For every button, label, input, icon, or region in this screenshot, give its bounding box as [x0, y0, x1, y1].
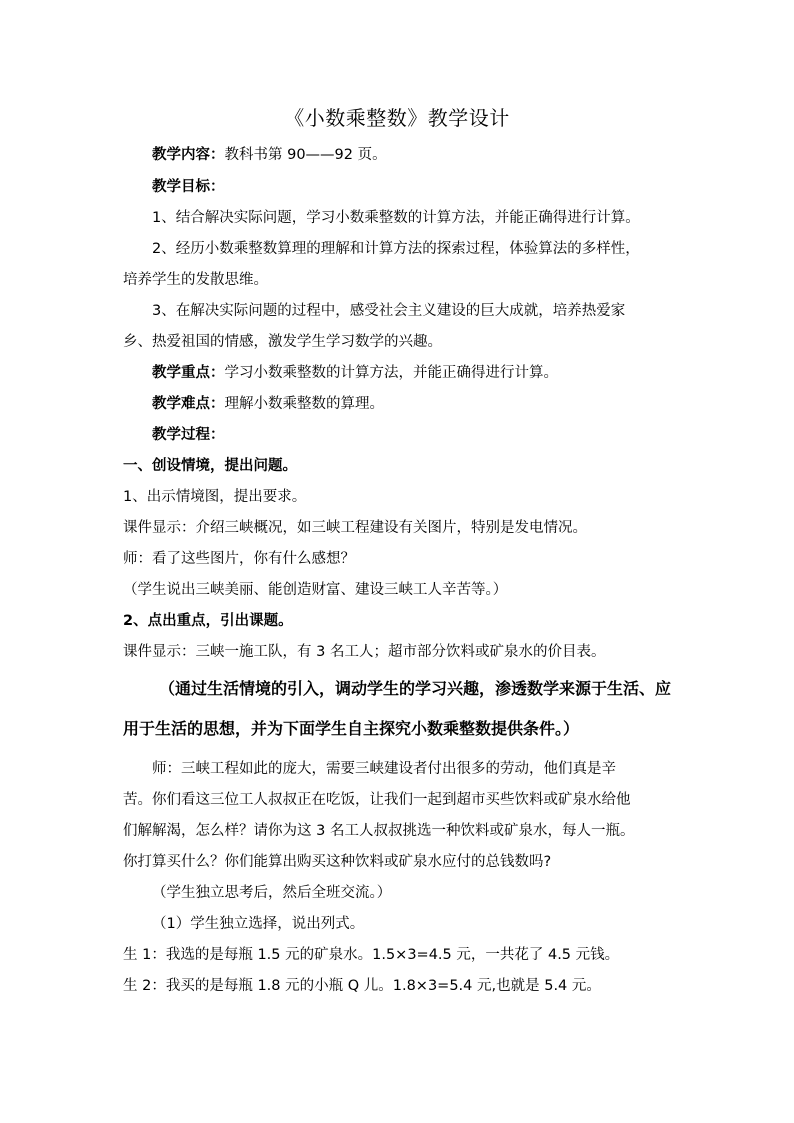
goal-3-line-2: 乡、热爱祖国的情感，激发学生学习数学的兴趣。	[123, 334, 442, 350]
teaching-content-value: 教科书第 90——92 页。	[224, 147, 387, 163]
design-note-line-1: （通过生活情境的引入，调动学生的学习兴趣，渗透数学来源于生活、应	[159, 681, 672, 698]
student-activity: （学生独立思考后，然后全班交流。）	[152, 885, 392, 901]
teaching-content	[152, 144, 387, 166]
sub-step-1: （1）学生独立选择，说出列式。	[152, 916, 365, 932]
teaching-difficulty	[152, 393, 384, 415]
student-response-1: 生 1：我选的是每瓶 1.5 元的矿泉水。1.5×3=4.5 元，一共花了 4.5 元钱。	[123, 947, 620, 963]
teacher-talk-line-1: 师：三峡工程如此的庞大，需要三峡建设者付出很多的劳动，他们真是辛	[152, 761, 616, 777]
courseware-1: 课件显示：介绍三峡概况，如三峡工程建设有关图片，特别是发电情况。	[123, 520, 587, 536]
teaching-goals-heading: 教学目标：	[152, 179, 225, 195]
teaching-process-heading: 教学过程：	[152, 427, 225, 443]
section-1-heading: 一、创设情境，提出问题。	[123, 458, 297, 474]
teaching-content-label: 教学内容：	[152, 147, 225, 163]
teacher-talk-line-3: 们解解渴，怎么样？请你为这 3 名工人叔叔挑选一种饮料或矿泉水，每人一瓶。	[123, 823, 635, 839]
step-1: 1、出示情境图，提出要求。	[123, 489, 307, 505]
goal-2-line-2: 培养学生的发散思维。	[123, 272, 268, 288]
teaching-key-point	[152, 362, 558, 384]
student-response-2: 生 2：我买的是每瓶 1.8 元的小瓶 Q 儿。1.8×3=5.4 元,也就是 5.4 元。	[123, 978, 601, 994]
student-answer-1: （学生说出三峡美丽、能创造财富、建设三峡工人辛苦等。）	[123, 582, 508, 598]
step-2: 2、点出重点，引出课题。	[123, 613, 293, 629]
goal-2-line-1: 2、经历小数乘整数算理的理解和计算方法的探索过程，体验算法的多样性，	[152, 241, 640, 257]
teacher-talk-line-2: 苦。你们看这三位工人叔叔正在吃饭，让我们一起到超市买些饮料或矿泉水给他	[123, 792, 631, 808]
document-title: 《小数乘整数》教学设计	[284, 106, 510, 130]
key-point-label: 教学重点：	[152, 365, 225, 381]
teacher-question-1: 师：看了这些图片，你有什么感想？	[123, 551, 355, 567]
difficulty-label: 教学难点：	[152, 396, 225, 412]
difficulty-value: 理解小数乘整数的算理。	[224, 396, 384, 412]
key-point-value: 学习小数乘整数的计算方法，并能正确得进行计算。	[224, 365, 558, 381]
teacher-talk-line-4: 你打算买什么？你们能算出购买这种饮料或矿泉水应付的总钱数吗?	[123, 854, 552, 870]
goal-3-line-1: 3、在解决实际问题的过程中，感受社会主义建设的巨大成就，培养热爱家	[152, 303, 626, 319]
goal-1: 1、结合解决实际问题，学习小数乘整数的计算方法，并能正确得进行计算。	[152, 210, 640, 226]
courseware-2: 课件显示：三峡一施工队，有 3 名工人；超市部分饮料或矿泉水的价目表。	[123, 644, 606, 660]
design-note-line-2: 用于生活的思想，并为下面学生自主探究小数乘整数提供条件。）	[123, 721, 580, 738]
